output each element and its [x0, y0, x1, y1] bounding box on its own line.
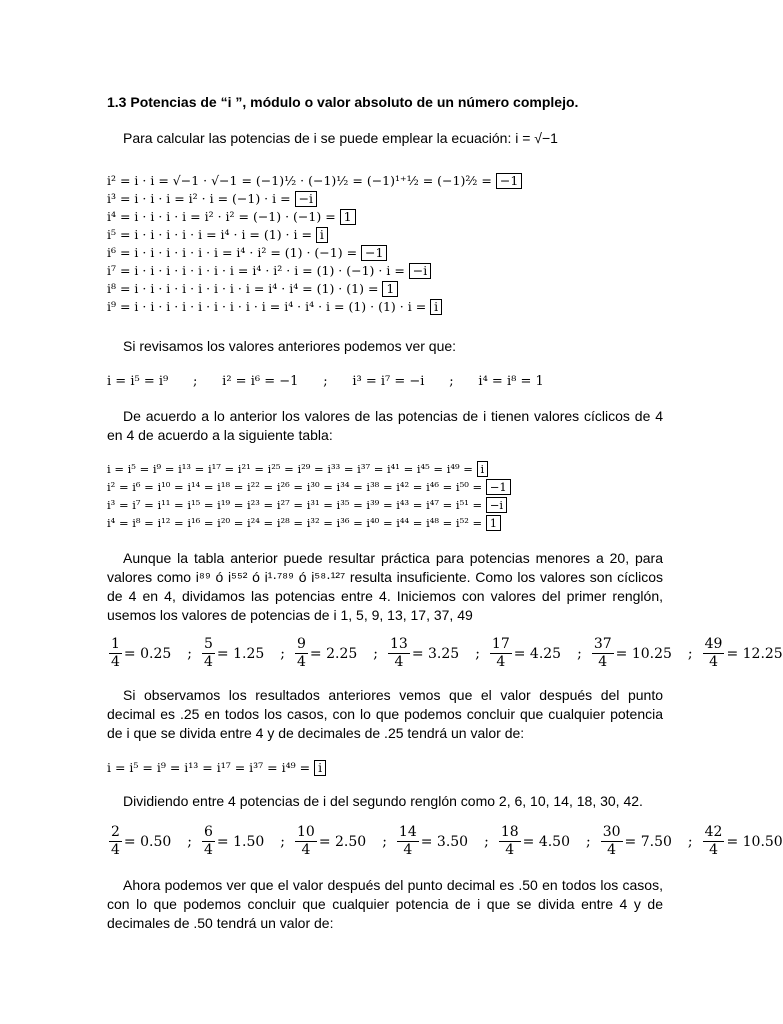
fraction-numerator: 18: [500, 824, 519, 840]
fraction-item: [107, 636, 171, 671]
fraction-numerator: 14: [398, 824, 417, 840]
fraction-numerator: 13: [390, 636, 408, 652]
fraction: [490, 636, 512, 671]
fraction-denominator: 4: [709, 842, 718, 858]
fraction-separator: ;: [687, 833, 693, 850]
fraction-result: = 10.25: [615, 645, 672, 662]
power-line: [107, 172, 522, 190]
fraction-item: [293, 636, 357, 671]
fraction-item: [395, 824, 468, 859]
power-line: [107, 244, 522, 262]
fraction-item: [701, 636, 783, 671]
fraction-result: = 4.25: [513, 645, 562, 662]
fraction-denominator: 4: [204, 842, 213, 858]
fraction-numerator: 6: [204, 824, 213, 840]
fraction-separator: ;: [577, 645, 582, 662]
cyclic-line-lhs: i³ = i⁷ = i¹¹ = i¹⁵ = i¹⁹ = i²³ = i²⁷ = i³¹ = i³⁵ = i³⁹ = i⁴³ = i⁴⁷ = i⁵¹ =: [107, 498, 486, 512]
fraction-denominator: 4: [204, 654, 213, 670]
fraction-item: [590, 636, 672, 671]
fraction-item: [200, 636, 264, 671]
power-line-result: i: [430, 299, 442, 315]
power-line-result: −i: [409, 263, 431, 279]
cyclic-line: [107, 478, 511, 496]
cyclic-line-result: −i: [486, 497, 507, 513]
power-line-lhs: i⁵ = i · i · i · i · i = i⁴ · i = (1) · i =: [107, 227, 316, 242]
fraction-separator: ;: [475, 645, 480, 662]
intro-paragraph: Para calcular las potencias de i se puede emplear la ecuación: i = √−1: [123, 130, 558, 146]
paragraph-decimal-25: Si observamos los resultados anteriores vemos que el valor después del punto decimal es .25 en todos los casos, con lo que podemos concluir que cualquier potencia de i que se divida entre 4 y de decimales de .25 tendrá un valor de:: [107, 687, 663, 741]
cyclic-table: [107, 460, 511, 532]
fraction-result: = 2.50: [318, 833, 367, 850]
cyclic-line-result: 1: [486, 515, 501, 531]
power-line-lhs: i⁹ = i · i · i · i · i · i · i · i · i = i⁴ · i⁴ · i = (1) · (1) · i =: [107, 299, 431, 314]
fraction: [703, 824, 725, 859]
power-line: [107, 208, 522, 226]
fraction: [109, 824, 122, 859]
fraction-separator: ;: [187, 833, 192, 850]
fractions-row-second: [107, 824, 783, 859]
fraction: [388, 636, 410, 671]
paragraph-second-row: Dividiendo entre 4 potencias de i del segundo renglón como 2, 6, 10, 14, 18, 30, 42.: [123, 793, 643, 809]
power-line-lhs: i⁷ = i · i · i · i · i · i · i = i⁴ · i² · i = (1) · (−1) · i =: [107, 263, 409, 278]
fraction-result: = 10.50: [726, 833, 783, 850]
fraction-separator: ;: [687, 645, 693, 662]
power-line-result: 1: [340, 209, 356, 225]
fraction-separator: ;: [382, 833, 387, 850]
fraction-numerator: 5: [204, 636, 213, 652]
section-title: 1.3 Potencias de “i ”, módulo o valor absoluto de un número complejo.: [107, 94, 579, 110]
fraction-result: = 1.25: [216, 645, 265, 662]
cyclic-line: [107, 496, 511, 514]
fraction-result: = 2.25: [309, 645, 358, 662]
equation-25: [107, 759, 326, 777]
fraction-result: = 0.25: [123, 645, 172, 662]
fraction-result: = 1.50: [216, 833, 265, 850]
fraction-result: = 7.50: [624, 833, 672, 850]
fraction-denominator: 4: [301, 842, 311, 858]
fraction-separator: ;: [373, 645, 378, 662]
paragraph-insufficient: Aunque la tabla anterior puede resultar práctica para potencias menores a 20, para valores como i⁸⁹ ó i⁵⁵² ó i¹·⁷⁸⁹ ó i⁵⁸·¹²⁷ resulta insuficiente. Como los valores son cíclicos de 4 en 4, dividamos las potencias entre 4. Iniciemos con valores del primer renglón, usemos los valores de potencias de i 1, 5, 9, 13, 17, 37, 49: [107, 550, 663, 623]
fraction-numerator: 10: [297, 824, 315, 840]
fraction-item: [386, 636, 459, 671]
fraction: [703, 636, 725, 671]
fraction-result: = 0.50: [123, 833, 172, 850]
cyclic-line: [107, 514, 511, 532]
power-line: [107, 298, 522, 316]
fraction-denominator: 4: [403, 842, 413, 858]
fractions-row-first: [107, 636, 783, 671]
power-line-lhs: i⁴ = i · i · i · i = i² · i² = (−1) · (−1) =: [107, 209, 340, 224]
fraction-numerator: 17: [491, 636, 510, 652]
fraction-denominator: 4: [505, 842, 515, 858]
fraction-separator: ;: [280, 645, 285, 662]
cyclic-paragraph: De acuerdo a lo anterior los valores de las potencias de i tienen valores cíclicos de 4 en 4 de acuerdo a la siguiente tabla:: [107, 408, 663, 443]
fraction-item: [107, 824, 171, 859]
power-line: [107, 226, 522, 244]
fraction: [202, 824, 215, 859]
power-line-result: −i: [295, 191, 317, 207]
power-line-lhs: i⁸ = i · i · i · i · i · i · i · i = i⁴ · i⁴ = (1) · (1) =: [107, 281, 383, 296]
fraction-separator: ;: [484, 833, 489, 850]
cyclic-line-lhs: i⁴ = i⁸ = i¹² = i¹⁶ = i²⁰ = i²⁴ = i²⁸ = i³² = i³⁶ = i⁴⁰ = i⁴⁴ = i⁴⁸ = i⁵² =: [107, 516, 486, 530]
fraction: [499, 824, 521, 859]
cyclic-line-result: i: [477, 461, 489, 477]
fraction-item: [293, 824, 366, 859]
fraction-numerator: 9: [297, 636, 306, 652]
power-line-result: 1: [382, 281, 398, 297]
powers-derivation: [107, 172, 522, 316]
fraction-result: = 12.25: [726, 645, 783, 662]
fraction-denominator: 4: [297, 654, 306, 670]
fraction-numerator: 1: [111, 636, 120, 652]
cyclic-line-lhs: i = i⁵ = i⁹ = i¹³ = i¹⁷ = i²¹ = i²⁵ = i²⁹ = i³³ = i³⁷ = i⁴¹ = i⁴⁵ = i⁴⁹ =: [107, 462, 477, 476]
fraction: [295, 636, 308, 671]
summary-equation: i = i⁵ = i⁹ ; i² = i⁶ = −1 ; i³ = i⁷ = −i ; i⁴ = i⁸ = 1: [107, 374, 544, 389]
fraction-item: [701, 824, 783, 859]
power-line: [107, 280, 522, 298]
fraction-numerator: 49: [704, 636, 723, 652]
fraction-item: [200, 824, 264, 859]
power-line-lhs: i⁶ = i · i · i · i · i · i = i⁴ · i² = (1) · (−1) =: [107, 245, 362, 260]
fraction-denominator: 4: [111, 654, 120, 670]
fraction-item: [497, 824, 570, 859]
fraction-denominator: 4: [496, 654, 506, 670]
fraction-denominator: 4: [598, 654, 608, 670]
fraction-denominator: 4: [709, 654, 718, 670]
cyclic-line: [107, 460, 511, 478]
fraction-denominator: 4: [394, 654, 404, 670]
fraction: [601, 824, 623, 859]
power-line-lhs: i² = i · i = √−1 · √−1 = (−1)½ · (−1)½ = (−1)¹⁺¹⁄₂ = (−1)²⁄₂ =: [107, 173, 496, 188]
fraction-separator: ;: [586, 833, 591, 850]
fraction-separator: ;: [280, 833, 285, 850]
power-line-lhs: i³ = i · i · i = i² · i = (−1) · i =: [107, 191, 295, 206]
fraction-numerator: 2: [111, 824, 120, 840]
cyclic-line-result: −1: [486, 479, 511, 495]
fraction: [202, 636, 215, 671]
paragraph-decimal-50: Ahora podemos ver que el valor después del punto decimal es .50 en todos los casos, con lo que podemos concluir que cualquier potencia de i que se divida entre 4 y de decimales de .50 tendrá un valor de:: [107, 877, 663, 931]
power-line: [107, 262, 522, 280]
fraction-result: = 3.50: [420, 833, 469, 850]
equation-25-lhs: i = i⁵ = i⁹ = i¹³ = i¹⁷ = i³⁷ = i⁴⁹ =: [107, 760, 311, 775]
fraction-separator: ;: [187, 645, 192, 662]
fraction: [397, 824, 419, 859]
review-paragraph: Si revisamos los valores anteriores podemos ver que:: [123, 338, 457, 354]
equation-25-result: i: [314, 760, 326, 776]
fraction: [295, 824, 317, 859]
fraction-item: [488, 636, 561, 671]
power-line-result: −1: [361, 245, 387, 261]
fraction-numerator: 37: [593, 636, 612, 652]
fraction-numerator: 42: [704, 824, 723, 840]
fraction-item: [599, 824, 672, 859]
fraction-numerator: 30: [602, 824, 621, 840]
power-line-result: −1: [496, 173, 522, 189]
fraction: [109, 636, 122, 671]
fraction-denominator: 4: [607, 842, 617, 858]
cyclic-line-lhs: i² = i⁶ = i¹⁰ = i¹⁴ = i¹⁸ = i²² = i²⁶ = i³⁰ = i³⁴ = i³⁸ = i⁴² = i⁴⁶ = i⁵⁰ =: [107, 480, 486, 494]
fraction-result: = 4.50: [522, 833, 570, 850]
power-line: [107, 190, 522, 208]
fraction: [592, 636, 614, 671]
power-line-result: i: [316, 227, 328, 243]
fraction-result: = 3.25: [411, 645, 460, 662]
fraction-denominator: 4: [111, 842, 120, 858]
